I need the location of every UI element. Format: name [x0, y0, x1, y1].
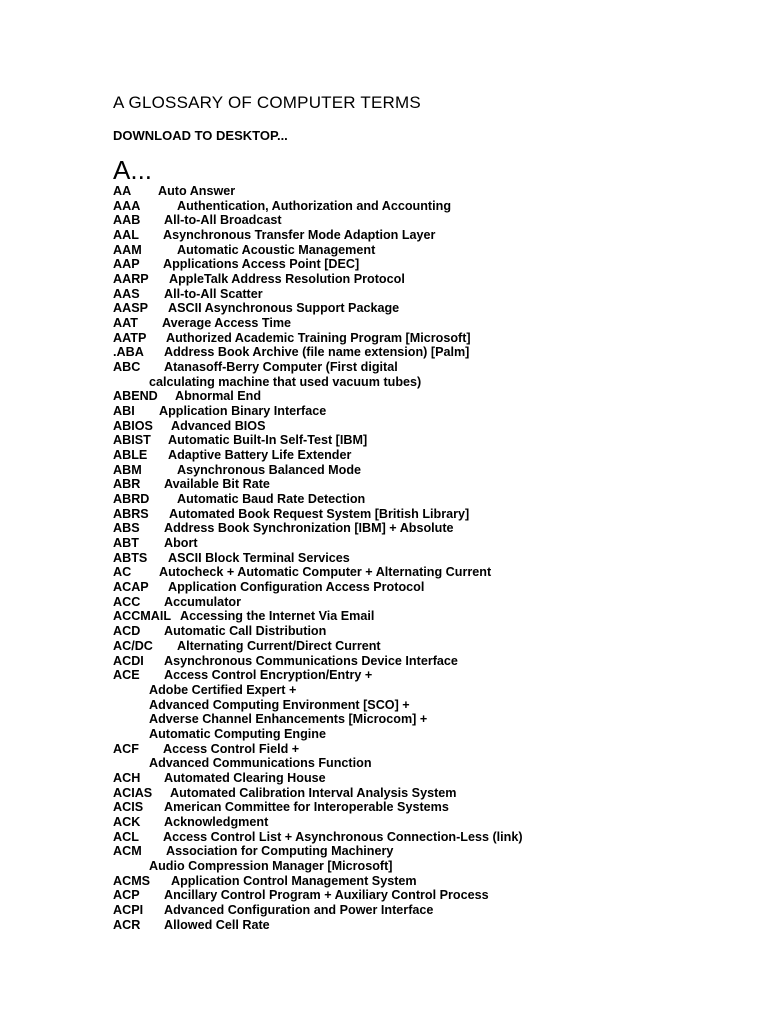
- entry-abbreviation: ABIOS: [113, 418, 153, 433]
- entry-definition: Average Access Time: [162, 316, 292, 331]
- glossary-entry: [113, 287, 733, 302]
- entry-abbreviation: ACP: [113, 888, 140, 903]
- entry-abbreviation: AARP: [113, 272, 149, 287]
- entry-abbreviation: ACD: [113, 624, 141, 639]
- entry-definition: Authentication, Authorization and Accounting: [177, 198, 452, 213]
- entry-abbreviation: ABI: [113, 404, 135, 419]
- page-title: A GLOSSARY OF COMPUTER TERMS: [113, 93, 421, 112]
- glossary-entry: [113, 184, 733, 199]
- entry-abbreviation: AAB: [113, 213, 141, 228]
- entry-abbreviation: AASP: [113, 301, 148, 316]
- entry-abbreviation: ACDI: [113, 653, 144, 668]
- entry-definition: Automatic Baud Rate Detection: [177, 492, 366, 507]
- glossary-entry: [113, 301, 733, 316]
- entry-definition: Autocheck + Automatic Computer + Alternating Current: [159, 565, 492, 580]
- entry-definition: Automated Clearing House: [164, 770, 326, 785]
- entry-definition: Application Binary Interface: [159, 404, 327, 419]
- glossary-entry: [113, 815, 733, 830]
- glossary-entry: [113, 507, 733, 522]
- entry-continuation: Adobe Certified Expert +: [149, 682, 297, 697]
- glossary-entry: [113, 272, 733, 287]
- entry-abbreviation: ABS: [113, 521, 140, 536]
- glossary-entry: [113, 521, 733, 536]
- entry-abbreviation: ACL: [113, 829, 139, 844]
- glossary-entry: [113, 712, 733, 727]
- glossary-entry: [113, 433, 733, 448]
- entry-abbreviation: ABM: [113, 462, 142, 477]
- entry-definition: Application Control Management System: [171, 873, 417, 888]
- download-link[interactable]: DOWNLOAD TO DESKTOP...: [113, 128, 288, 143]
- glossary-entry: [113, 888, 733, 903]
- entry-definition: Address Book Synchronization [IBM] + Absolute: [164, 521, 454, 536]
- entry-abbreviation: ABRD: [113, 492, 150, 507]
- glossary-entry: [113, 565, 733, 580]
- entry-definition: Automatic Built-In Self-Test [IBM]: [168, 433, 368, 448]
- entry-definition: Access Control List + Asynchronous Connection-Less (link): [163, 829, 523, 844]
- entry-definition: Asynchronous Transfer Mode Adaption Layer: [163, 228, 436, 243]
- entry-abbreviation: AC/DC: [113, 638, 153, 653]
- entry-definition: All-to-All Scatter: [164, 286, 263, 301]
- entry-definition: Application Configuration Access Protocol: [168, 580, 425, 595]
- glossary-entry: [113, 654, 733, 669]
- glossary-entry: [113, 375, 733, 390]
- entry-abbreviation: ACMS: [113, 873, 151, 888]
- entry-definition: Advanced Configuration and Power Interface: [164, 902, 434, 917]
- entry-abbreviation: AC: [113, 565, 132, 580]
- entry-definition: Abnormal End: [175, 389, 262, 404]
- entry-definition: Atanasoff-Berry Computer (First digital: [164, 360, 398, 375]
- entry-continuation: Advanced Communications Function: [149, 756, 372, 771]
- glossary-entry: [113, 360, 733, 375]
- glossary-entry: [113, 742, 733, 757]
- entry-abbreviation: ABEND: [113, 389, 158, 404]
- entry-abbreviation: ACE: [113, 668, 140, 683]
- glossary-entry: [113, 639, 733, 654]
- glossary-entry: [113, 404, 733, 419]
- entry-definition: Automatic Acoustic Management: [177, 242, 376, 257]
- glossary-entry: [113, 771, 733, 786]
- entry-continuation: Automatic Computing Engine: [149, 726, 327, 741]
- glossary-entry: [113, 536, 733, 551]
- entry-definition: Ancillary Control Program + Auxiliary Control Process: [164, 888, 489, 903]
- entry-abbreviation: AA: [113, 184, 132, 198]
- glossary-entry: [113, 257, 733, 272]
- entry-definition: All-to-All Broadcast: [164, 213, 282, 228]
- entry-abbreviation: ACR: [113, 917, 141, 932]
- entry-definition: Applications Access Point [DEC]: [163, 257, 360, 272]
- entry-definition: ASCII Asynchronous Support Package: [168, 301, 400, 316]
- entry-definition: Abort: [164, 536, 198, 551]
- entry-definition: Automated Book Request System [British Library]: [169, 506, 470, 521]
- entry-definition: Access Control Field +: [163, 741, 300, 756]
- glossary-list: [113, 184, 733, 932]
- glossary-entry: [113, 492, 733, 507]
- entry-definition: Advanced BIOS: [171, 418, 266, 433]
- entry-definition: Alternating Current/Direct Current: [177, 638, 381, 653]
- entry-abbreviation: ACH: [113, 770, 141, 785]
- glossary-entry: [113, 668, 733, 683]
- entry-continuation: calculating machine that used vacuum tubes): [149, 374, 422, 389]
- entry-definition: Auto Answer: [158, 184, 236, 198]
- glossary-entry: [113, 859, 733, 874]
- entry-abbreviation: ABR: [113, 477, 141, 492]
- glossary-entry: [113, 419, 733, 434]
- glossary-entry: [113, 903, 733, 918]
- entry-definition: Acknowledgment: [164, 814, 269, 829]
- entry-abbreviation: AAL: [113, 228, 139, 243]
- entry-abbreviation: ACPI: [113, 902, 144, 917]
- document-page: [113, 92, 733, 932]
- entry-abbreviation: ACAP: [113, 580, 149, 595]
- entry-definition: Accessing the Internet Via Email: [180, 609, 375, 624]
- glossary-entry: [113, 800, 733, 815]
- entry-definition: AppleTalk Address Resolution Protocol: [169, 272, 405, 287]
- entry-continuation: Audio Compression Manager [Microsoft]: [149, 858, 393, 873]
- entry-definition: Asynchronous Communications Device Interface: [164, 653, 458, 668]
- entry-definition: American Committee for Interoperable Systems: [164, 800, 449, 815]
- glossary-entry: [113, 213, 733, 228]
- glossary-entry: [113, 463, 733, 478]
- entry-abbreviation: ABTS: [113, 550, 148, 565]
- glossary-entry: [113, 551, 733, 566]
- glossary-entry: [113, 874, 733, 889]
- entry-abbreviation: AAT: [113, 316, 138, 331]
- entry-abbreviation: AAA: [113, 198, 141, 213]
- entry-definition: Address Book Archive (file name extension) [Palm]: [164, 345, 470, 360]
- entry-abbreviation: ACK: [113, 814, 141, 829]
- entry-definition: Automatic Call Distribution: [164, 624, 327, 639]
- glossary-entry: [113, 844, 733, 859]
- entry-abbreviation: ACCMAIL: [113, 609, 172, 624]
- entry-abbreviation: ABIST: [113, 433, 151, 448]
- entry-definition: Allowed Cell Rate: [164, 917, 270, 932]
- glossary-entry: [113, 698, 733, 713]
- glossary-entry: [113, 727, 733, 742]
- glossary-entry: [113, 786, 733, 801]
- entry-abbreviation: ABT: [113, 536, 139, 551]
- glossary-entry: [113, 228, 733, 243]
- entry-abbreviation: ACM: [113, 844, 142, 859]
- entry-abbreviation: ACIS: [113, 800, 144, 815]
- entry-abbreviation: ACF: [113, 741, 139, 756]
- glossary-entry: [113, 477, 733, 492]
- entry-definition: Access Control Encryption/Entry +: [164, 668, 373, 683]
- glossary-entry: [113, 830, 733, 845]
- entry-definition: Available Bit Rate: [164, 477, 270, 492]
- section-heading: A...: [113, 155, 153, 185]
- entry-definition: Association for Computing Machinery: [166, 844, 394, 859]
- entry-definition: Automated Calibration Interval Analysis System: [170, 785, 457, 800]
- glossary-entry: [113, 316, 733, 331]
- entry-abbreviation: AATP: [113, 330, 147, 345]
- glossary-entry: [113, 243, 733, 258]
- glossary-entry: [113, 918, 733, 933]
- entry-definition: Authorized Academic Training Program [Microsoft]: [166, 330, 471, 345]
- glossary-entry: [113, 448, 733, 463]
- glossary-entry: [113, 756, 733, 771]
- glossary-entry: [113, 199, 733, 214]
- entry-definition: Accumulator: [164, 594, 241, 609]
- entry-abbreviation: AAP: [113, 257, 140, 272]
- glossary-entry: [113, 331, 733, 346]
- glossary-entry: [113, 595, 733, 610]
- entry-abbreviation: ACC: [113, 594, 141, 609]
- entry-continuation: Adverse Channel Enhancements [Microcom] +: [149, 712, 428, 727]
- entry-definition: Asynchronous Balanced Mode: [177, 462, 362, 477]
- entry-definition: ASCII Block Terminal Services: [168, 550, 350, 565]
- entry-definition: Adaptive Battery Life Extender: [168, 448, 352, 463]
- entry-abbreviation: ABLE: [113, 448, 148, 463]
- entry-abbreviation: ACIAS: [113, 785, 153, 800]
- entry-abbreviation: ABC: [113, 360, 141, 375]
- entry-continuation: Advanced Computing Environment [SCO] +: [149, 697, 410, 712]
- entry-abbreviation: ABRS: [113, 506, 149, 521]
- glossary-entry: [113, 389, 733, 404]
- glossary-entry: [113, 683, 733, 698]
- glossary-entry: [113, 345, 733, 360]
- entry-abbreviation: AAS: [113, 286, 140, 301]
- glossary-entry: [113, 609, 733, 624]
- entry-abbreviation: AAM: [113, 242, 142, 257]
- entry-abbreviation: .ABA: [113, 345, 144, 360]
- glossary-entry: [113, 624, 733, 639]
- glossary-entry: [113, 580, 733, 595]
